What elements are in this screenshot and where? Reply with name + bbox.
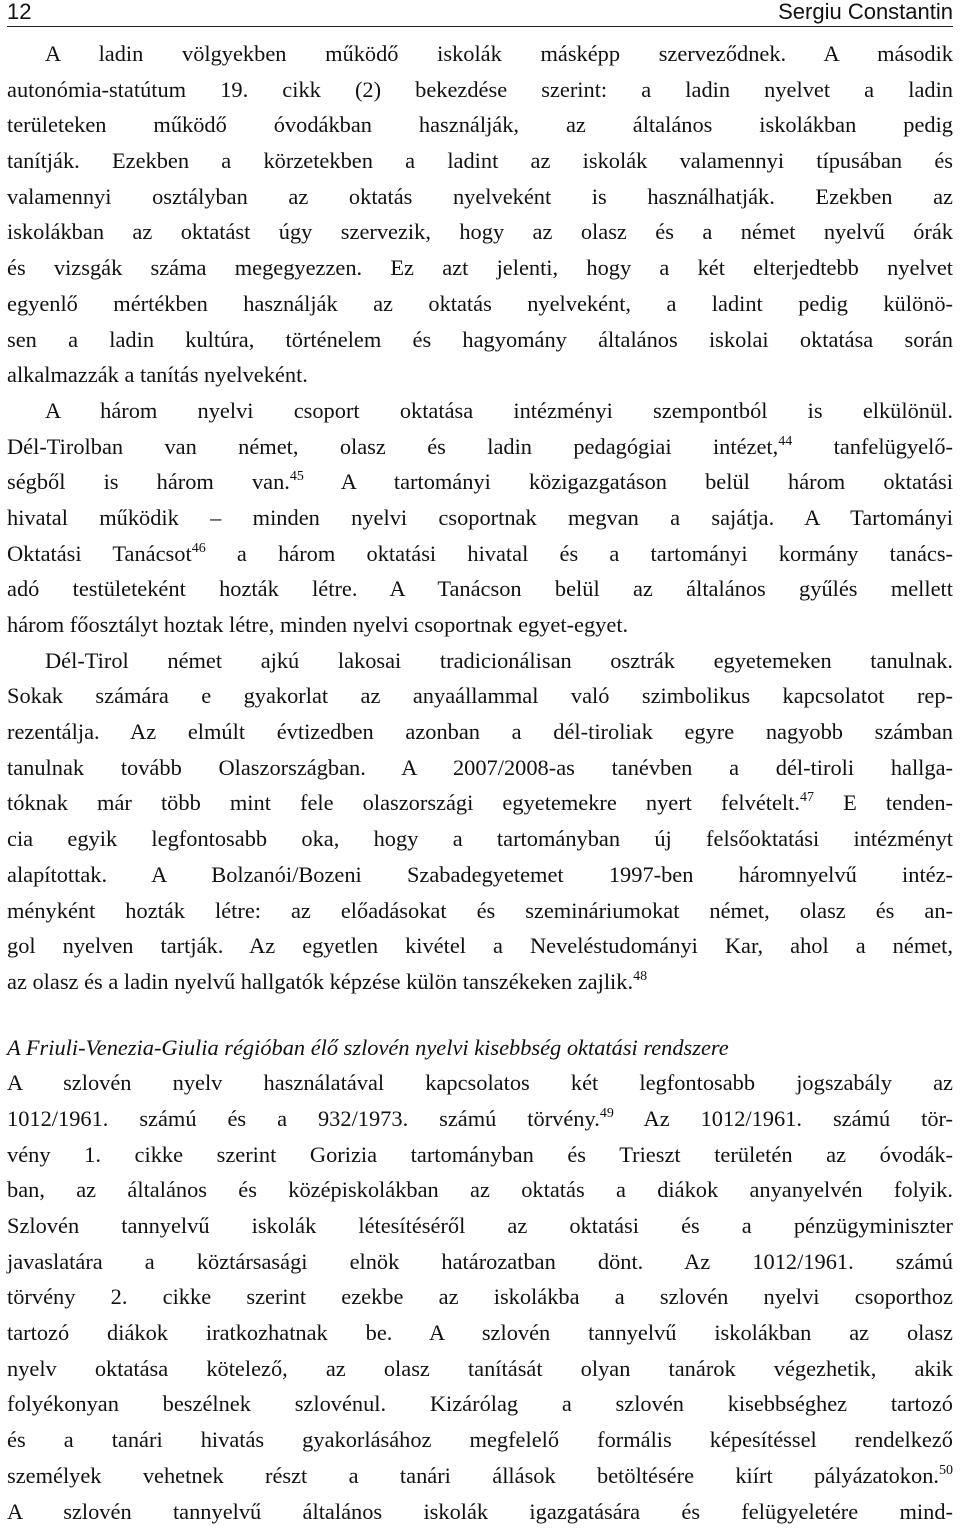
text-line: A három nyelvi csoport oktatása intézményi szempontból is elkülönül. [7, 393, 953, 429]
text-line: személyek vehetnek részt a tanári állások betöltésére kiírt pályázatokon.$^{50}$ [7, 1458, 953, 1494]
page-number: 12 [7, 0, 31, 24]
paragraph-higher-education [7, 643, 953, 1000]
text-line: vény 1. cikke szerint Gorizia tartományban és Trieszt területén az óvodák- [7, 1137, 953, 1173]
text-line: Oktatási Tanácsot$^{46}$ a három oktatási hivatal és a tartományi kormány tanács- [7, 536, 953, 572]
text-line: iskolákban az oktatást úgy szervezik, hogy az olasz és a német nyelvű órák [7, 214, 953, 250]
text-line: tanulnak tovább Olaszországban. A 2007/2008-as tanévben a dél-tiroli hallga- [7, 750, 953, 786]
footnote-ref-45[interactable]: 45 [290, 469, 304, 484]
text-line: Sokak számára e gyakorlat az anyaállammal való szimbolikus kapcsolatot rep- [7, 678, 953, 714]
paragraph-ladin-schools [7, 36, 953, 393]
text-line: és vizsgák száma megegyezzen. Ez azt jelenti, hogy a két elterjedtebb nyelvet [7, 250, 953, 286]
text-line: az olasz és a ladin nyelvű hallgatók képzése külön tanszékeken zajlik.$^{48}$ [7, 964, 953, 1000]
text-line: 1012/1961. számú és a 932/1973. számú törvény.$^{49}$ Az 1012/1961. számú tör- [7, 1101, 953, 1137]
paragraph-institutional-separation [7, 393, 953, 643]
text-line: nyelv oktatása kötelező, az olasz tanítását olyan tanárok végezhetik, akik [7, 1351, 953, 1387]
text-line: folyékonyan beszélnek szlovénul. Kizárólag a szlovén kisebbséghez tartozó [7, 1386, 953, 1422]
footnote-ref-48[interactable]: 48 [633, 969, 647, 984]
text-line: alapítottak. A Bolzanói/Bozeni Szabadegyetemet 1997-ben háromnyelvű intéz- [7, 857, 953, 893]
text-line: adó testületeként hozták létre. A Tanácson belül az általános gyűlés mellett [7, 571, 953, 607]
text-line: javaslatára a köztársasági elnök határozatban dönt. Az 1012/1961. számú [7, 1244, 953, 1280]
text-line: tanítják. Ezekben a körzetekben a ladint az iskolák valamennyi típusában és [7, 143, 953, 179]
text-line: és a tanári hivatás gyakorlásához megfelelő formális képesítéssel rendelkező [7, 1422, 953, 1458]
text-line: A ladin völgyekben működő iskolák másképp szerveződnek. A második [7, 36, 953, 72]
page-header [7, 0, 953, 27]
text-line: valamennyi osztályban az oktatás nyelveként is használhatják. Ezekben az [7, 179, 953, 215]
text-line: ban, az általános és középiskolákban az oktatás a diákok anyanyelvén folyik. [7, 1172, 953, 1208]
footnote-ref-47[interactable]: 47 [800, 790, 814, 805]
text-line: hivatal működik – minden nyelvi csoportnak megvan a sajátja. A Tartományi [7, 500, 953, 536]
section-spacer [7, 1000, 953, 1030]
section-heading: A Friuli-Venezia-Giulia régióban élő szlovén nyelvi kisebbség oktatási rendszere [7, 1030, 953, 1066]
text-line: tóknak már több mint fele olaszországi egyetemekre nyert felvételt.$^{47}$ E tenden- [7, 785, 953, 821]
text-line: ségből is három van.$^{45}$ A tartományi közigazgatáson belül három oktatási [7, 464, 953, 500]
footnote-ref-44[interactable]: 44 [778, 434, 792, 449]
text-line: rezentálja. Az elmúlt évtizedben azonban a dél-tiroliak egyre nagyobb számban [7, 714, 953, 750]
text-line: A szlovén nyelv használatával kapcsolatos két legfontosabb jogszabály az [7, 1065, 953, 1101]
footnote-ref-50[interactable]: 50 [939, 1463, 953, 1478]
text-line: autonómia-statútum 19. cikk (2) bekezdése szerint: a ladin nyelvet a ladin [7, 72, 953, 108]
text-line: területeken működő óvodákban használják, az általános iskolákban pedig [7, 107, 953, 143]
body-text [7, 36, 953, 1529]
footnote-ref-46[interactable]: 46 [192, 541, 206, 556]
text-line: ményként hozták létre: az előadásokat és szemináriumokat német, olasz és an- [7, 893, 953, 929]
text-line: három főosztályt hoztak létre, minden nyelvi csoportnak egyet-egyet. [7, 607, 953, 643]
text-line: törvény 2. cikke szerint ezekbe az iskolákba a szlovén nyelvi csoporthoz [7, 1279, 953, 1315]
paragraph-slovene-minority [7, 1065, 953, 1529]
text-line: cia egyik legfontosabb oka, hogy a tartományban új felsőoktatási intézményt [7, 821, 953, 857]
text-line: Szlovén tannyelvű iskolák létesítéséről az oktatási és a pénzügyminiszter [7, 1208, 953, 1244]
footnote-ref-49[interactable]: 49 [600, 1106, 614, 1121]
text-line: Dél-Tirolban van német, olasz és ladin pedagógiai intézet,$^{44}$ tanfelügyelő- [7, 429, 953, 465]
text-line: Dél-Tirol német ajkú lakosai tradicionálisan osztrák egyetemeken tanulnak. [7, 643, 953, 679]
running-head-author: Sergiu Constantin [778, 0, 953, 24]
text-line: gol nyelven tartják. Az egyetlen kivétel a Neveléstudományi Kar, ahol a német, [7, 928, 953, 964]
text-line: A szlovén tannyelvű általános iskolák igazgatására és felügyeletére mind- [7, 1494, 953, 1529]
text-line: sen a ladin kultúra, történelem és hagyomány általános iskolai oktatása során [7, 322, 953, 358]
text-line: tartozó diákok iratkozhatnak be. A szlovén tannyelvű iskolákban az olasz [7, 1315, 953, 1351]
text-line: egyenlő mértékben használják az oktatás nyelveként, a ladint pedig különö- [7, 286, 953, 322]
text-line: alkalmazzák a tanítás nyelveként. [7, 357, 953, 393]
document-page [7, 0, 953, 1516]
